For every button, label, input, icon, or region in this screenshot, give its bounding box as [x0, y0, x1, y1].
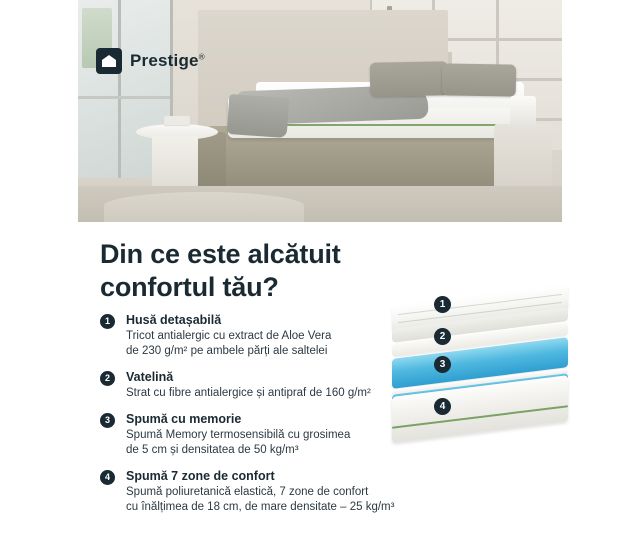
feature-title: Vatelină — [126, 370, 174, 384]
feature-description-line: de 230 g/m² pe ambele părți ale saltelei — [126, 345, 328, 357]
feature-title: Spumă cu memorie — [126, 412, 242, 426]
pillow — [370, 61, 449, 96]
trademark-symbol: ® — [198, 52, 205, 62]
rug — [104, 192, 304, 222]
page-title-line2: confortul tău? — [100, 272, 279, 302]
feature-description-line: cu înălțimea de 18 cm, de mare densitate – 25 kg/m³ — [126, 501, 395, 513]
feature-description — [126, 428, 400, 458]
right-margin-band — [562, 0, 640, 222]
list-item — [100, 313, 400, 359]
table-decor-item — [164, 116, 190, 125]
feature-description — [126, 386, 400, 401]
brand-logo — [96, 48, 205, 74]
list-item — [100, 469, 400, 515]
page-title-line1: Din ce este alcătuit — [100, 239, 341, 269]
pillow — [442, 63, 517, 96]
feature-number-badge: 4 — [100, 470, 115, 485]
mattress-layers-diagram — [378, 278, 578, 478]
feature-title: Husă detașabilă — [126, 313, 222, 327]
feature-description-line: Spumă poliuretanică elastică, 7 zone de confort — [126, 486, 369, 498]
feature-description-line: de 5 cm și densitatea de 50 kg/m³ — [126, 444, 299, 456]
throw-blanket-fold — [227, 94, 290, 138]
feature-list — [100, 313, 400, 515]
diagram-badge-1: 1 — [434, 296, 451, 313]
feature-title: Spumă 7 zone de confort — [126, 469, 275, 483]
feature-description-line: Strat cu fibre antialergice și antipraf de 160 g/m² — [126, 387, 371, 399]
feature-description — [126, 485, 400, 515]
list-item — [100, 370, 400, 401]
table-lamp — [510, 96, 536, 126]
left-margin-band — [0, 0, 78, 222]
list-item — [100, 412, 400, 458]
diagram-badge-3: 3 — [434, 356, 451, 373]
brand-name: Prestige® — [130, 51, 205, 70]
house-icon — [96, 48, 122, 74]
feature-description-line: Spumă Memory termosensibilă cu grosimea — [126, 429, 351, 441]
bedroom-scene-image — [78, 0, 562, 222]
feature-number-badge: 1 — [100, 314, 115, 329]
feature-number-badge: 2 — [100, 371, 115, 386]
feature-description-line: Tricot antialergic cu extract de Aloe Vera — [126, 330, 332, 342]
diagram-badge-4: 4 — [434, 398, 451, 415]
feature-number-badge: 3 — [100, 413, 115, 428]
nightstand — [494, 124, 552, 190]
diagram-badge-2: 2 — [434, 328, 451, 345]
feature-description — [126, 329, 400, 359]
